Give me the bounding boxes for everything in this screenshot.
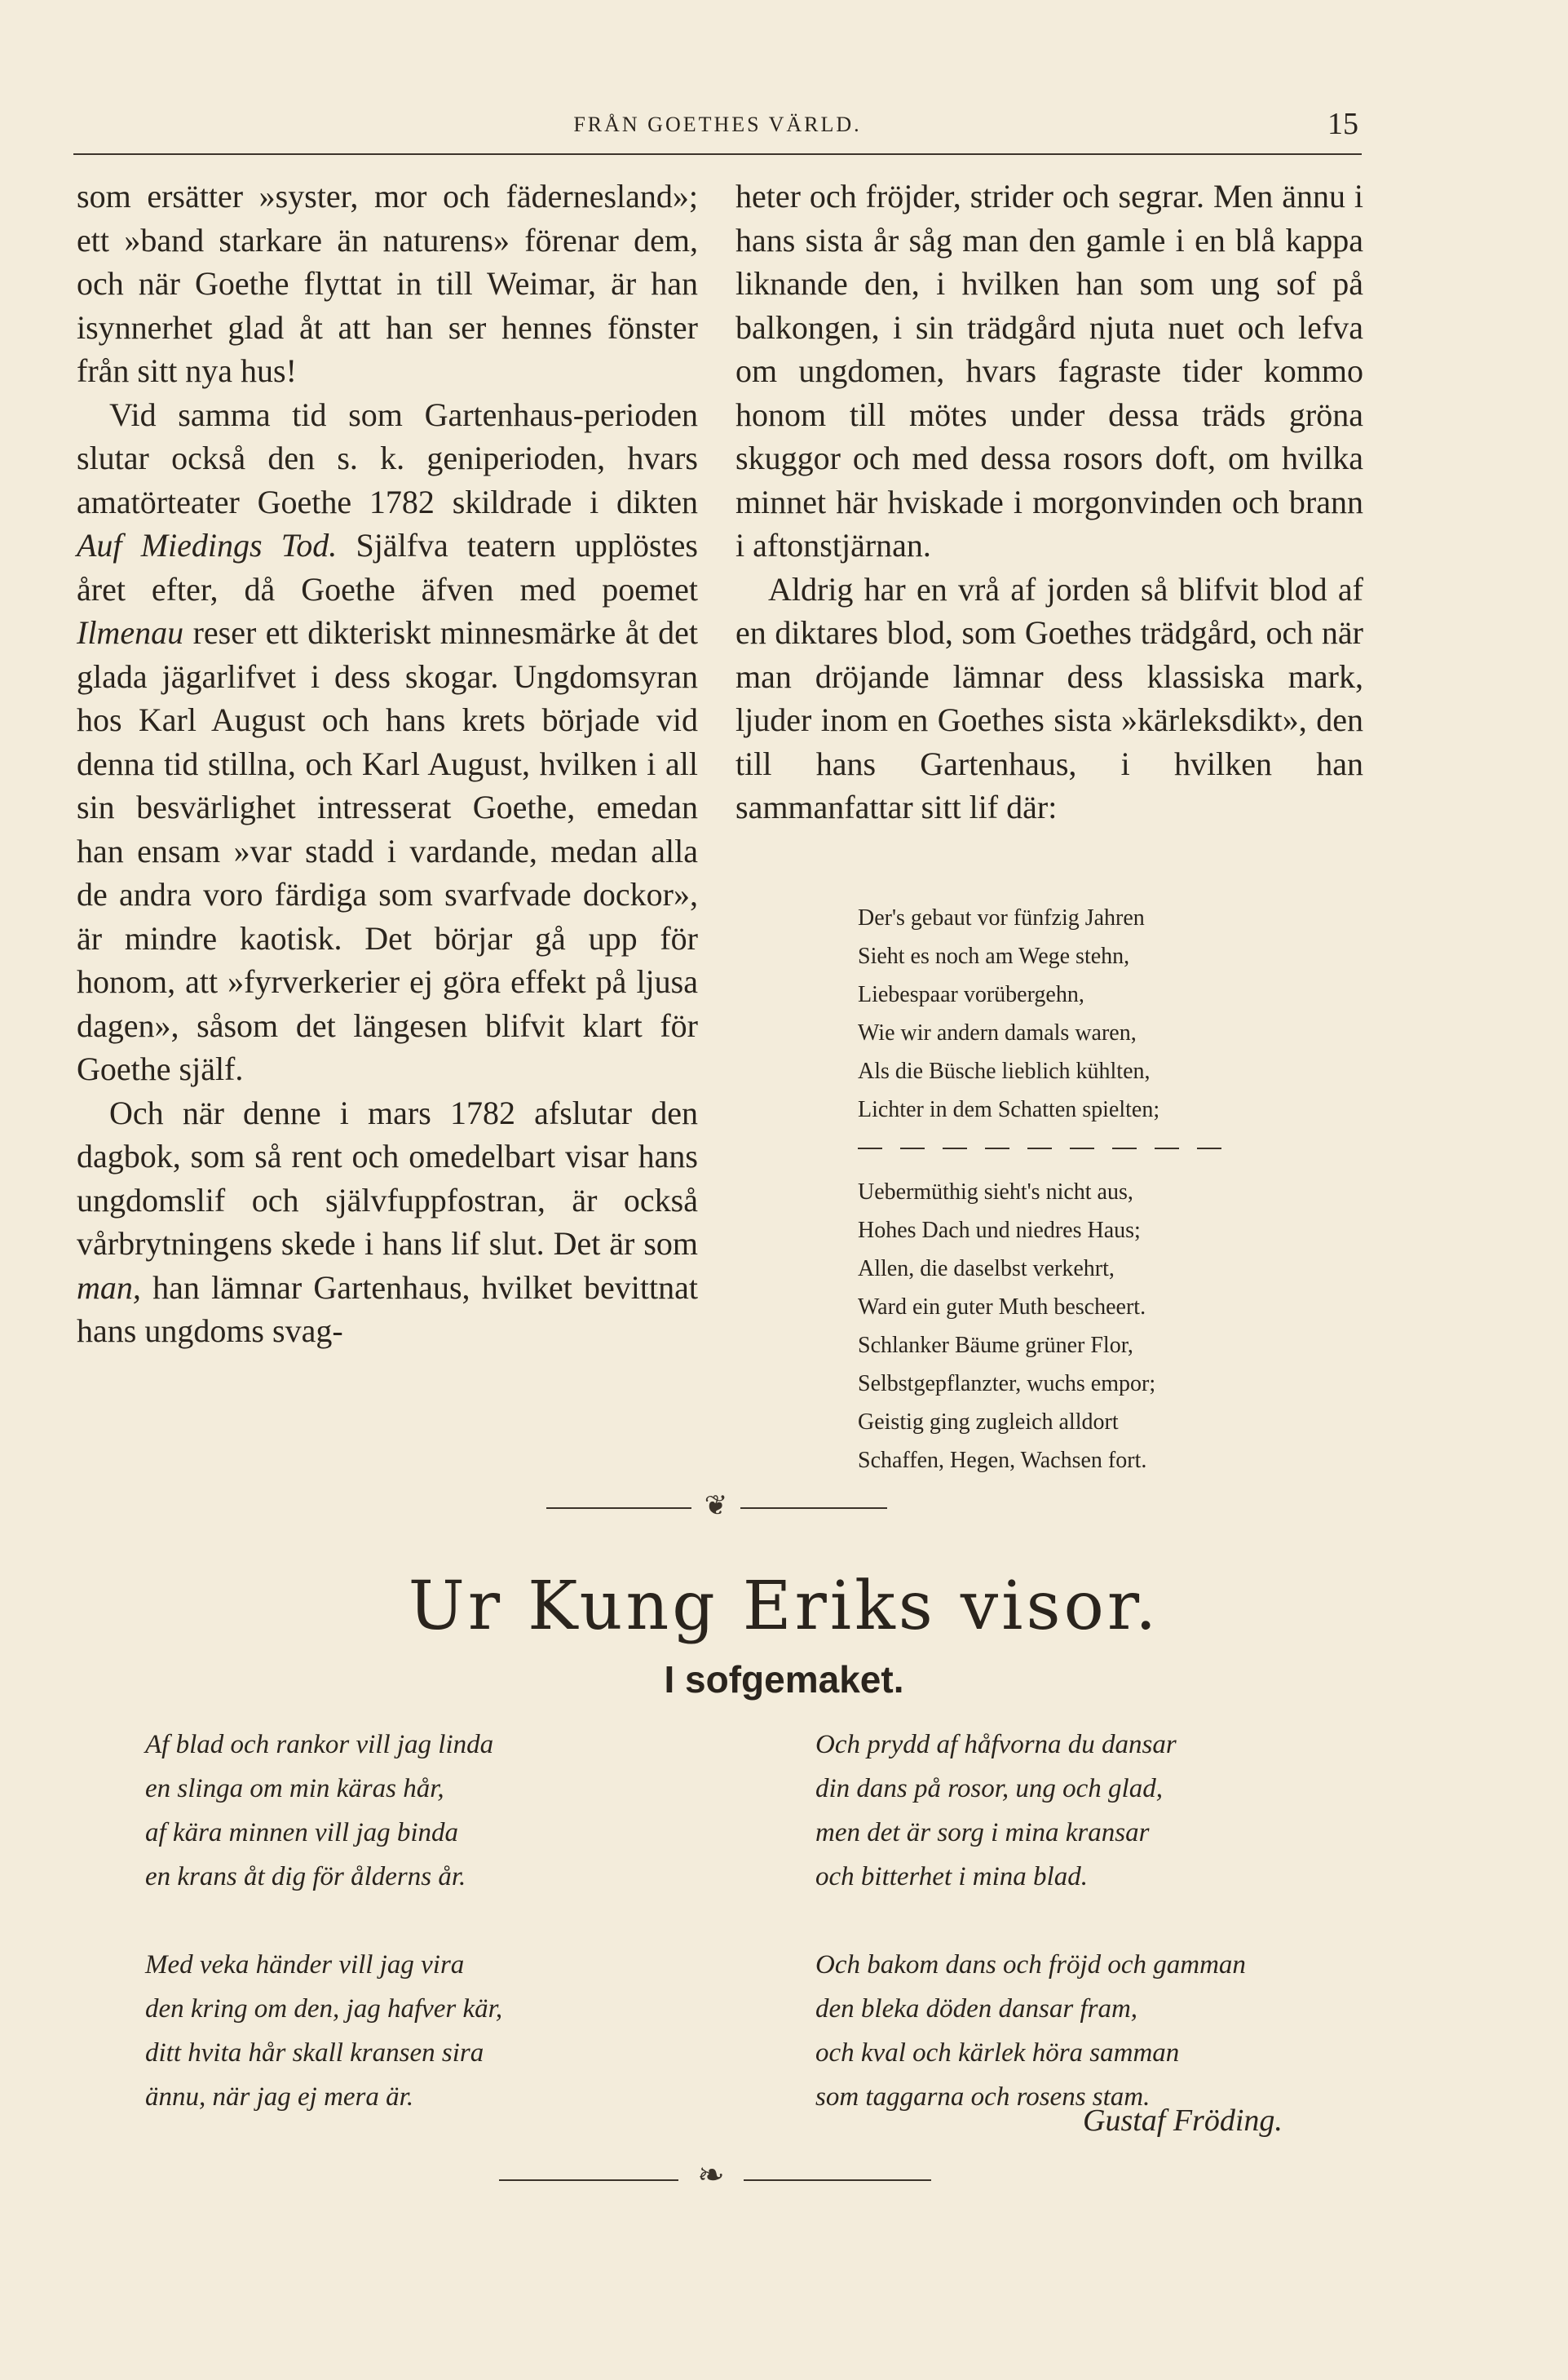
paragraph — [77, 1091, 698, 1353]
song-line: en krans åt dig för ålderns år. — [145, 1862, 466, 1891]
poem-line: Schlanker Bäume grüner Flor, — [858, 1333, 1133, 1358]
italic-word: man, — [77, 1268, 141, 1306]
german-poem — [858, 899, 1314, 1480]
song-line: Och bakom dans och fröjd och gamman — [815, 1950, 1246, 1980]
poem-line: Als die Büsche lieblich kühlten, — [858, 1059, 1151, 1084]
italic-title: Ilmenau — [77, 614, 184, 651]
right-column — [735, 175, 1363, 829]
poem-line: Geistig ging zugleich alldort — [858, 1409, 1119, 1435]
song-line: och kval och kärlek höra samman — [815, 2038, 1180, 2068]
poem-line: Liebespaar vorübergehn, — [858, 982, 1084, 1007]
poem-stanza — [858, 899, 1314, 1129]
paragraph-text: reser ett dikteriskt minnesmärke åt det glada jägarlifvet i dess skogar. Ungdomsyran hos Karl August och hans krets började vid denna tid stillna, och Karl August, hvilken i all sin besvärlighet intresserat Goethe, emedan han ensam »var stadd i vardande, medan alla de andra voro färdiga som svarfvade dockor», är mindre kaotisk. Det börjar gå upp för honom, att »fyrverkerier ej göra effekt på ljusa dagen», såsom det längesen blifvit klart för Goethe själf. — [77, 614, 698, 1087]
page-header — [73, 91, 1362, 155]
poem-stanza — [858, 1173, 1314, 1480]
paragraph — [735, 568, 1363, 829]
song-stanza — [815, 1943, 1246, 2119]
poem-line: Sieht es noch am Wege stehn, — [858, 944, 1130, 969]
paragraph-text: som ersätter »syster, mor och fädernesland»; ett »band starkare än naturens» förenar dem, och när Goethe flyttat in till Weimar, är han isynnerhet glad åt att han ser hennes fönster från sitt nya hus! — [77, 178, 698, 389]
paragraph-text: heter och fröjder, strider och segrar. Men ännu i hans sista år såg man den gamle i en blå kappa liknande den, i hvilken han som ung sof på balkongen, i sin trädgård njuta nuet och lefva om ungdomen, hvars fagraste tider kommo honom till mötes under dessa träds gröna skuggor och med dessa rosors doft, om hvilka minnet här hviskade i morgonvinden och brann i aftonstjärnan. — [735, 178, 1363, 564]
song-stanza — [145, 1723, 502, 1899]
song-line: Med veka händer vill jag vira — [145, 1950, 465, 1980]
song-line: Af blad och rankor vill jag linda — [145, 1730, 494, 1759]
poem-line: Wie wir andern damals waren, — [858, 1020, 1137, 1046]
song-stanza — [815, 1723, 1246, 1899]
poem-line: Lichter in dem Schatten spielten; — [858, 1097, 1160, 1122]
flourish-icon: ❦ — [704, 1491, 728, 1521]
section-subtitle: I sofgemaket. — [664, 1658, 904, 1701]
song-stanza — [145, 1943, 502, 2119]
paragraph-text: Och när denne i mars 1782 afslutar den dagbok, som så rent och omedelbart visar hans ungdomslif och självfuppfostran, är också vårbrytningens skede i hans lif slut. Det är som — [77, 1094, 698, 1262]
poem-dash-divider — [858, 1134, 1314, 1163]
paragraph — [77, 393, 698, 1091]
section-title: Ur Kung Eriks visor. — [408, 1568, 1160, 1645]
left-column — [77, 175, 698, 1353]
paragraph-text: han lämnar Gartenhaus, hvilket bevittnat hans ungdoms svag- — [77, 1268, 698, 1349]
paragraph-text: Själfva teatern upplöstes året efter, då Goethe äfven med poemet — [77, 527, 698, 608]
song-left-column — [145, 1723, 502, 2163]
poem-line: Schaffen, Hegen, Wachsen fort. — [858, 1448, 1147, 1473]
paragraph-text: Aldrig har en vrå af jorden så blifvit blod af en diktares blod, som Goethes trädgård, och när man dröjande lämnar dess klassiska mark, ljuder inom en Goethes sista »kärleksdikt», den till hans Gartenhaus, i hvilken han sammanfattar sitt lif där: — [735, 570, 1363, 825]
song-line: din dans på rosor, ung och glad, — [815, 1774, 1163, 1803]
scroll-ornament-icon: ❧ — [697, 2157, 725, 2193]
poem-line: Selbstgepflanzter, wuchs empor; — [858, 1371, 1156, 1396]
paragraph — [735, 175, 1363, 568]
song-line: ditt hvita hår skall kransen sira — [145, 2038, 484, 2068]
italic-title: Auf Miedings Tod. — [77, 527, 338, 564]
song-line: af kära minnen vill jag binda — [145, 1818, 459, 1847]
song-line: Och prydd af håfvorna du dansar — [815, 1730, 1177, 1759]
song-line: men det är sorg i mina kransar — [815, 1818, 1150, 1847]
poem-line: Uebermüthig sieht's nicht aus, — [858, 1179, 1133, 1205]
paragraph — [77, 175, 698, 393]
song-line: den bleka döden dansar fram, — [815, 1994, 1138, 2024]
page-number: 15 — [1327, 107, 1358, 141]
song-line: den kring om den, jag hafver kär, — [145, 1994, 503, 2024]
song-right-column — [815, 1723, 1246, 2163]
song-line: en slinga om min käras hår, — [145, 1774, 444, 1803]
running-title: FRÅN GOETHES VÄRLD. — [573, 113, 862, 136]
poem-line: Allen, die daselbst verkehrt, — [858, 1256, 1115, 1281]
paragraph-text: Vid samma tid som Gartenhaus-perioden slutar också den s. k. geniperioden, hvars amatörteater Goethe 1782 skildrade i dikten — [77, 396, 698, 520]
poem-line: Hohes Dach und niedres Haus; — [858, 1218, 1141, 1243]
poem-line: Ward ein guter Muth bescheert. — [858, 1294, 1146, 1320]
author-signature: Gustaf Fröding. — [1083, 2104, 1283, 2138]
poem-line: Der's gebaut vor fünfzig Jahren — [858, 905, 1145, 931]
song-line: som taggarna och rosens stam. — [815, 2082, 1151, 2112]
song-line: ännu, när jag ej mera är. — [145, 2082, 414, 2112]
song-line: och bitterhet i mina blad. — [815, 1862, 1088, 1891]
